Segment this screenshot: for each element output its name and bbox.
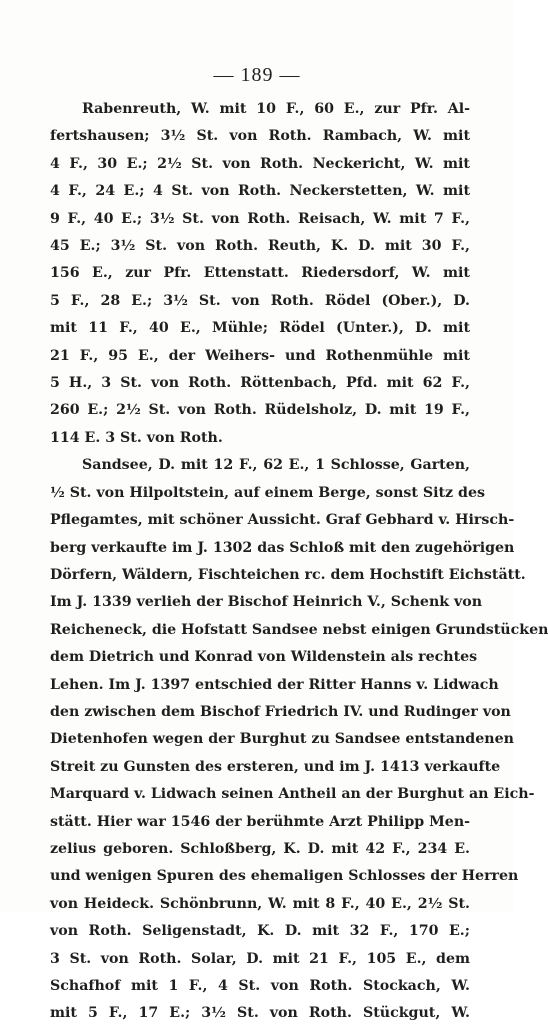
- text-line: Marquard v. Lidwach seinen Antheil an der Burghut an Eich-: [50, 786, 535, 803]
- text-line: Schafhof mit 1 F., 4 St. von Roth. Stockach, W.: [50, 978, 470, 994]
- text-line: 21 F., 95 E., der Weihers- und Rothenmühle mit: [50, 347, 470, 364]
- text-line: Dietenhofen wegen der Burghut zu Sandsee entstandenen: [50, 731, 514, 748]
- text-line: mit 5 F., 17 E.; 3½ St. von Roth. Stückgut, W.: [50, 1005, 470, 1022]
- text-line: Pflegamtes, mit schöner Aussicht. Graf Gebhard v. Hirsch-: [50, 512, 515, 529]
- text-line: von Heideck. Schönbrunn, W. mit 8 F., 40 E., 2½ St.: [50, 895, 470, 912]
- text-line: Sandsee, D. mit 12 F., 62 E., 1 Schlosse, Garten,: [82, 457, 470, 474]
- text-line: 3 St. von Roth. Solar, D. mit 21 F., 105 E., dem: [50, 950, 470, 967]
- text-line: 4 F., 30 E.; 2½ St. von Roth. Neckericht, W. mit: [50, 155, 470, 172]
- text-line: Streit zu Gunsten des ersteren, und im J. 1413 verkaufte: [50, 758, 501, 775]
- text-line: Lehen. Im J. 1397 entschied der Ritter Hanns v. Lidwach: [50, 676, 499, 693]
- text-line: dem Dietrich und Konrad von Wildenstein als rechtes: [50, 649, 478, 666]
- paragraph-sandsee: [50, 452, 548, 1028]
- text-line: 114 E. 3 St. von Roth.: [50, 429, 223, 446]
- text-line: den zwischen dem Bischof Friedrich IV. und Rudinger von: [50, 703, 511, 720]
- text-line: stätt. Hier war 1546 der berühmte Arzt Philipp Men-: [50, 813, 471, 830]
- text-line: 260 E.; 2½ St. von Roth. Rüdelsholz, D. mit 19 F.,: [50, 402, 470, 419]
- text-line: von Roth. Seligenstadt, K. D. mit 32 F., 170 E.;: [50, 923, 470, 940]
- text-line: fertshausen; 3½ St. von Roth. Rambach, W. mit: [50, 128, 470, 145]
- page-number: — 189 —: [213, 64, 301, 86]
- text-line: Dörfern, Wäldern, Fischteichen rc. dem Hochstift Eichstätt.: [50, 566, 526, 583]
- text-line: 45 E.; 3½ St. von Roth. Reuth, K. D. mit 30 F.,: [50, 238, 470, 255]
- text-line: ½ St. von Hilpoltstein, auf einem Berge, sonst Sitz des: [50, 484, 485, 501]
- text-line: 4 F., 24 E.; 4 St. von Roth. Neckerstetten, W. mit: [50, 183, 470, 200]
- text-line: Rabenreuth, W. mit 10 F., 60 E., zur Pfr. Al-: [82, 101, 470, 117]
- text-line: 9 F., 40 E.; 3½ St. von Roth. Reisach, W. mit 7 F.,: [50, 210, 470, 227]
- body-text: [50, 96, 548, 1028]
- text-line: Reicheneck, die Hofstatt Sandsee nebst einigen Grundstücken: [50, 621, 548, 638]
- text-line: 156 E., zur Pfr. Ettenstatt. Riedersdorf, W. mit: [50, 265, 470, 282]
- text-line: berg verkaufte im J. 1302 das Schloß mit den zugehörigen: [50, 539, 515, 556]
- text-line: Im J. 1339 verlieh der Bischof Heinrich V., Schenk von: [50, 594, 483, 611]
- text-line: 5 H., 3 St. von Roth. Röttenbach, Pfd. mit 62 F.,: [50, 375, 470, 392]
- text-line: mit 11 F., 40 E., Mühle; Rödel (Unter.), D. mit: [50, 320, 470, 337]
- text-line: und wenigen Spuren des ehemaligen Schlosses der Herren: [50, 868, 519, 885]
- paragraph-rabenreuth: [50, 96, 470, 452]
- text-line: 5 F., 28 E.; 3½ St. von Roth. Rödel (Ober.), D.: [50, 292, 470, 309]
- text-line: zelius geboren. Schloßberg, K. D. mit 42 F., 234 E.: [50, 840, 470, 857]
